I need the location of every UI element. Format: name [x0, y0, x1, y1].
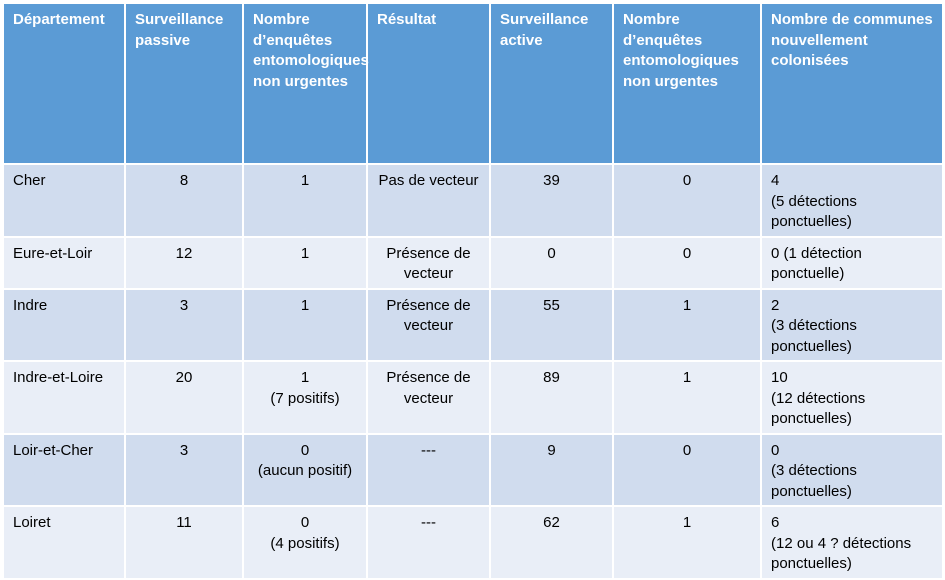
- cell-enquetes-active: 1: [613, 361, 761, 434]
- header-row: [3, 3, 943, 164]
- cell-surveillance-passive: 12: [125, 237, 243, 289]
- cell-surveillance-active: 55: [490, 289, 613, 362]
- cell-communes-colonisees: 0 (1 détection ponctuelle): [761, 237, 943, 289]
- cell-communes-colonisees: 6 (12 ou 4 ? détections ponctuelles): [761, 506, 943, 579]
- cell-departement: Loir-et-Cher: [3, 434, 125, 507]
- cell-communes-colonisees: 4 (5 détections ponctuelles): [761, 164, 943, 237]
- cell-enquetes-passive: 0 (4 positifs): [243, 506, 367, 579]
- table-row: [3, 361, 943, 434]
- cell-enquetes-active: 0: [613, 164, 761, 237]
- header-surveillance-active: Surveillance active: [490, 3, 613, 164]
- cell-departement: Indre: [3, 289, 125, 362]
- header-enquetes-passive: Nombre d’enquêtes entomologiques non urgentes: [243, 3, 367, 164]
- cell-resultat: Présence de vecteur: [367, 289, 490, 362]
- cell-surveillance-active: 62: [490, 506, 613, 579]
- cell-enquetes-passive: 1 (7 positifs): [243, 361, 367, 434]
- table-row: [3, 164, 943, 237]
- cell-resultat: Présence de vecteur: [367, 237, 490, 289]
- cell-surveillance-active: 9: [490, 434, 613, 507]
- header-communes-colonisees: Nombre de communes nouvellement colonisées: [761, 3, 943, 164]
- cell-surveillance-passive: 3: [125, 289, 243, 362]
- cell-surveillance-passive: 3: [125, 434, 243, 507]
- cell-surveillance-active: 89: [490, 361, 613, 434]
- cell-departement: Loiret: [3, 506, 125, 579]
- cell-departement: Indre-et-Loire: [3, 361, 125, 434]
- cell-departement: Eure-et-Loir: [3, 237, 125, 289]
- cell-surveillance-active: 0: [490, 237, 613, 289]
- cell-resultat: ---: [367, 434, 490, 507]
- cell-resultat: Pas de vecteur: [367, 164, 490, 237]
- cell-communes-colonisees: 2 (3 détections ponctuelles): [761, 289, 943, 362]
- table-row: [3, 434, 943, 507]
- header-resultat: Résultat: [367, 3, 490, 164]
- header-departement: Département: [3, 3, 125, 164]
- header-enquetes-active: Nombre d’enquêtes entomologiques non urgentes: [613, 3, 761, 164]
- cell-surveillance-passive: 8: [125, 164, 243, 237]
- cell-enquetes-passive: 1: [243, 164, 367, 237]
- table-row: [3, 237, 943, 289]
- cell-communes-colonisees: 10 (12 détections ponctuelles): [761, 361, 943, 434]
- cell-resultat: Présence de vecteur: [367, 361, 490, 434]
- cell-enquetes-passive: 1: [243, 289, 367, 362]
- cell-enquetes-active: 0: [613, 434, 761, 507]
- cell-resultat: ---: [367, 506, 490, 579]
- cell-surveillance-passive: 11: [125, 506, 243, 579]
- surveillance-table: [2, 2, 944, 580]
- cell-departement: Cher: [3, 164, 125, 237]
- table-row: [3, 289, 943, 362]
- cell-enquetes-active: 0: [613, 237, 761, 289]
- table-row: [3, 506, 943, 579]
- header-surveillance-passive: Surveillance passive: [125, 3, 243, 164]
- cell-enquetes-passive: 0 (aucun positif): [243, 434, 367, 507]
- cell-communes-colonisees: 0 (3 détections ponctuelles): [761, 434, 943, 507]
- cell-enquetes-active: 1: [613, 506, 761, 579]
- cell-surveillance-active: 39: [490, 164, 613, 237]
- cell-enquetes-active: 1: [613, 289, 761, 362]
- cell-surveillance-passive: 20: [125, 361, 243, 434]
- cell-enquetes-passive: 1: [243, 237, 367, 289]
